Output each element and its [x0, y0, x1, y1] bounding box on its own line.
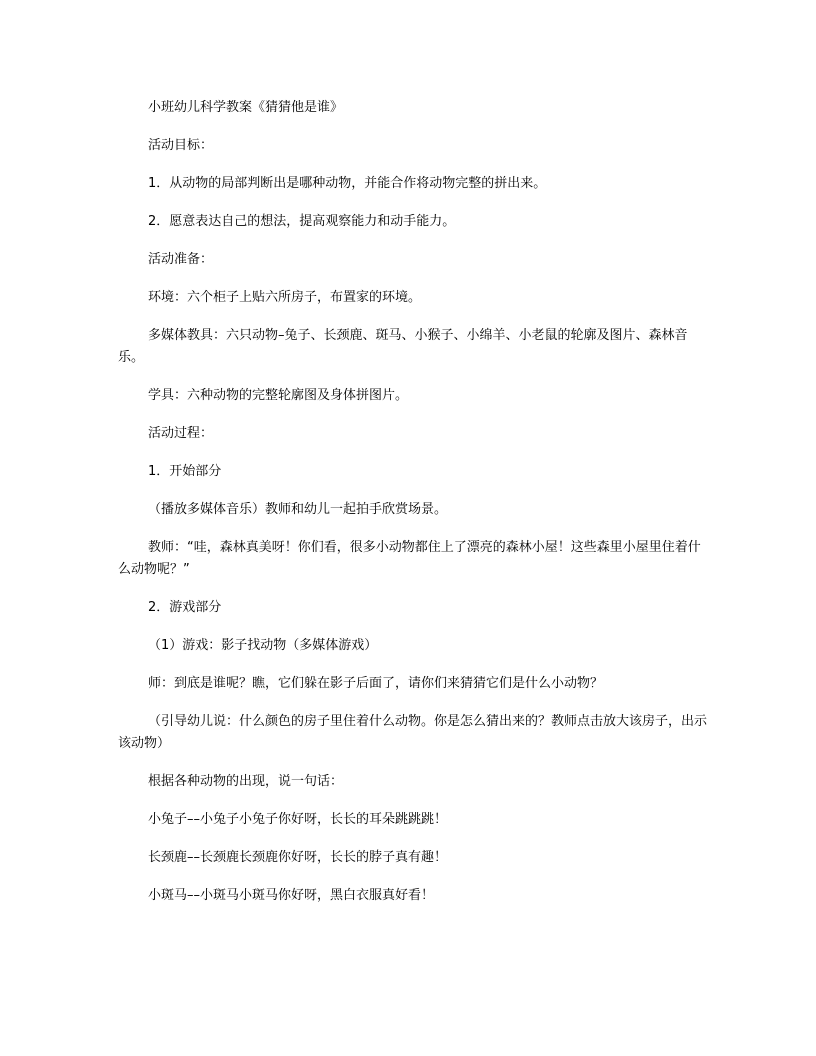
document-title: 小班幼儿科学教案《猜猜他是谁》 — [148, 100, 344, 115]
preparation-environment: 环境：六个柜子上贴六所房子，布置家的环境。 — [148, 290, 422, 305]
document-body — [118, 97, 708, 923]
rhyme-zebra: 小斑马––小斑马小斑马你好呀，黑白衣服真好看！ — [148, 888, 435, 903]
guidance-note: （引导幼儿说：什么颜色的房子里住着什么动物。你是怎么猜出来的？教师点击放大该房子，出示该动物） — [118, 714, 708, 751]
game-heading: （1）游戏：影子找动物（多媒体游戏） — [148, 638, 378, 653]
section-heading-preparation: 活动准备： — [148, 252, 214, 267]
preparation-multimedia: 多媒体教具：六只动物–兔子、长颈鹿、斑马、小猴子、小绵羊、小老鼠的轮廓及图片、森林音乐。 — [118, 328, 688, 365]
rhyme-giraffe: 长颈鹿––长颈鹿长颈鹿你好呀，长长的脖子真有趣！ — [148, 850, 448, 865]
section-heading-goals: 活动目标： — [148, 138, 214, 153]
teacher-question: 师：到底是谁呢？瞧，它们躲在影子后面了，请你们来猜猜它们是什么小动物？ — [148, 676, 604, 691]
goal-item-1: 1．从动物的局部判断出是哪种动物，并能合作将动物完整的拼出来。 — [148, 176, 547, 191]
goal-item-2: 2．愿意表达自己的想法，提高观察能力和动手能力。 — [148, 214, 456, 229]
section-heading-process: 活动过程： — [148, 426, 214, 441]
preparation-materials: 学具：六种动物的完整轮廓图及身体拼图片。 — [148, 388, 409, 403]
instruction-line: 根据各种动物的出现，说一句话： — [148, 774, 344, 789]
teacher-quote: 教师：“哇，森林真美呀！你们看，很多小动物都住上了漂亮的森林小屋！这些森里小屋里住着什么动物呢？” — [118, 540, 701, 577]
process-part-1-heading: 1．开始部分 — [148, 464, 222, 479]
process-part-1-text: （播放多媒体音乐）教师和幼儿一起拍手欣赏场景。 — [148, 502, 448, 517]
rhyme-rabbit: 小兔子––小兔子小兔子你好呀，长长的耳朵跳跳跳！ — [148, 812, 448, 827]
process-part-2-heading: 2．游戏部分 — [148, 600, 222, 615]
